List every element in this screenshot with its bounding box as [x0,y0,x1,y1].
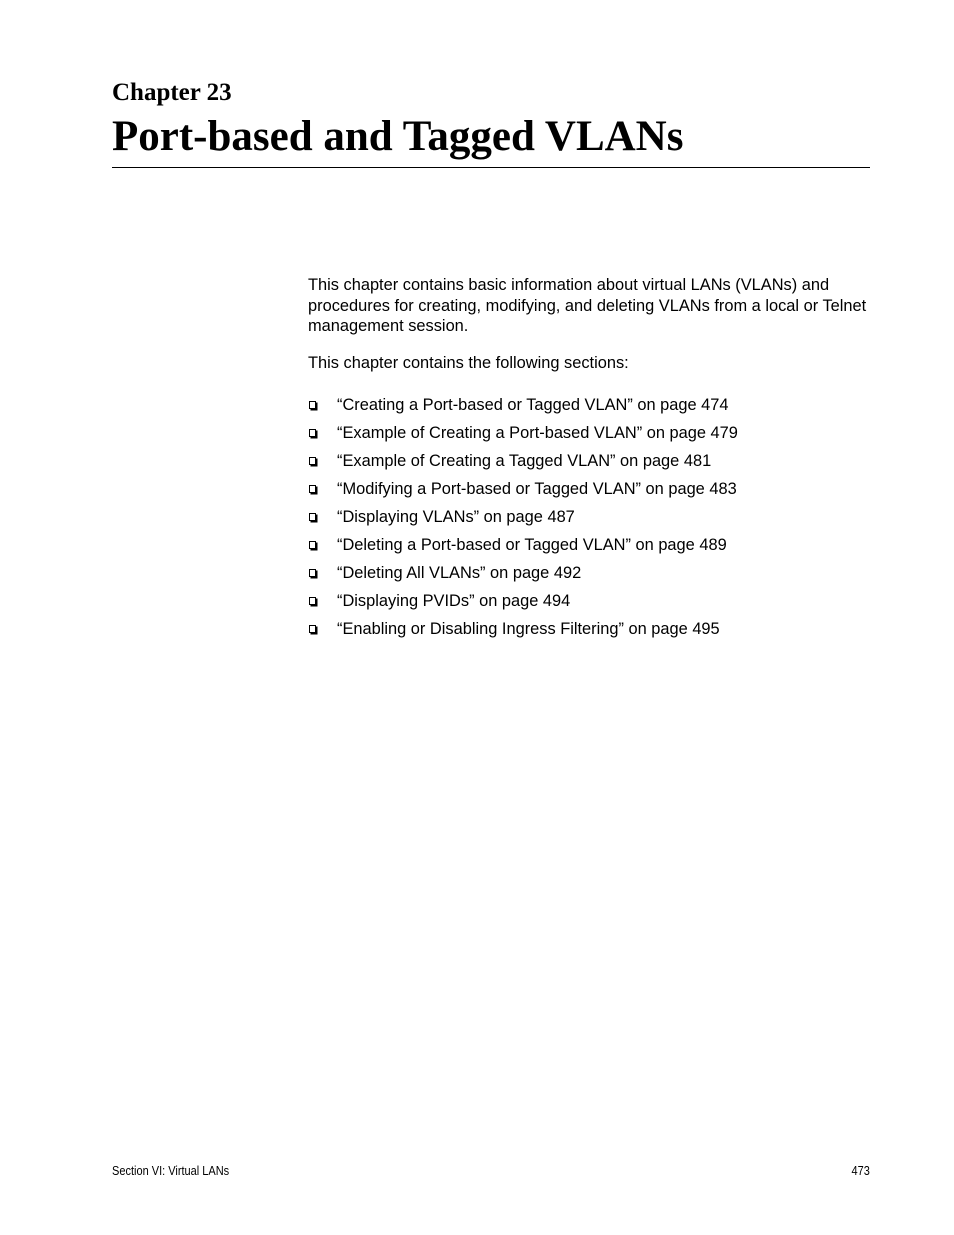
section-link-text[interactable]: “Example of Creating a Tagged VLAN” on page 481 [337,452,712,470]
chapter-label: Chapter 23 [112,79,232,106]
checkbox-bullet-icon [309,569,316,577]
intro-paragraph: This chapter contains basic information about virtual LANs (VLANs) and procedures for creating, modifying, and deleting VLANs from a local or Telnet management session. [308,276,867,335]
section-link-text[interactable]: “Displaying VLANs” on page 487 [337,508,575,526]
title-divider [112,167,870,168]
section-link-text[interactable]: “Deleting All VLANs” on page 492 [337,564,582,582]
section-list-item[interactable] [308,591,870,619]
checkbox-bullet-icon [309,541,316,549]
section-list-item[interactable] [308,479,870,507]
section-list-item[interactable] [308,451,870,479]
sections-lead-in: This chapter contains the following sections: [308,353,629,372]
checkbox-bullet-icon [309,485,316,493]
section-link-text[interactable]: “Displaying PVIDs” on page 494 [337,592,571,610]
section-list [308,395,870,647]
section-list-item[interactable] [308,563,870,591]
checkbox-bullet-icon [309,457,316,465]
checkbox-bullet-icon [309,429,316,437]
chapter-body [308,275,870,647]
section-link-text[interactable]: “Deleting a Port-based or Tagged VLAN” on page 489 [337,536,727,554]
section-link-text[interactable]: “Modifying a Port-based or Tagged VLAN” on page 483 [337,480,737,498]
footer-page-number: 473 [851,1164,870,1178]
section-link-text[interactable]: “Enabling or Disabling Ingress Filtering” on page 495 [337,620,720,638]
section-list-item[interactable] [308,423,870,451]
section-list-item[interactable] [308,535,870,563]
checkbox-bullet-icon [309,625,316,633]
section-list-item[interactable] [308,619,870,647]
section-list-item[interactable] [308,507,870,535]
checkbox-bullet-icon [309,597,316,605]
section-link-text[interactable]: “Example of Creating a Port-based VLAN” on page 479 [337,424,738,442]
footer-section-label: Section VI: Virtual LANs [112,1164,230,1178]
chapter-title: Port-based and Tagged VLANs [112,113,684,160]
checkbox-bullet-icon [309,401,316,409]
section-link-text[interactable]: “Creating a Port-based or Tagged VLAN” on page 474 [337,396,729,414]
section-list-item[interactable] [308,395,870,423]
checkbox-bullet-icon [309,513,316,521]
